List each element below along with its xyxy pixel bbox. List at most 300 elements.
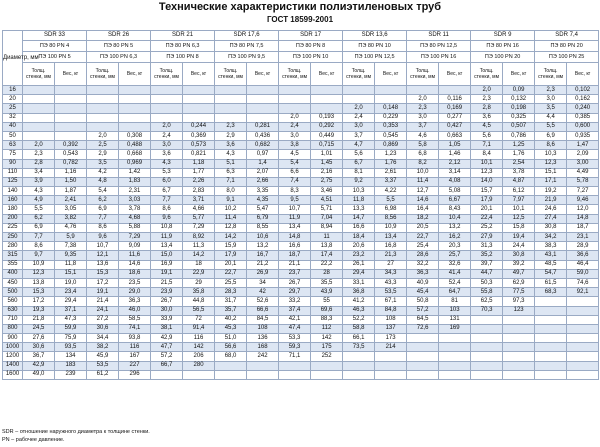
- value-cell: 33,2: [279, 297, 311, 306]
- value-cell: 61,2: [87, 370, 119, 379]
- value-cell: [407, 343, 439, 352]
- value-cell: 2,26: [183, 177, 215, 186]
- sdr-row: [3, 31, 599, 41]
- value-cell: 20,1: [215, 260, 247, 269]
- value-cell: 50,3: [471, 278, 503, 287]
- sdr-header: SDR 21: [151, 31, 215, 41]
- value-cell: 8,92: [183, 233, 215, 242]
- value-cell: 2,61: [375, 168, 407, 177]
- table-row: [3, 324, 599, 333]
- value-cell: 0,682: [247, 141, 279, 150]
- value-cell: [407, 334, 439, 343]
- value-cell: 23,1: [567, 233, 599, 242]
- value-cell: 3,9: [23, 177, 55, 186]
- value-cell: [183, 370, 215, 379]
- value-cell: 18,7: [567, 223, 599, 232]
- pe100-row: [3, 52, 599, 63]
- value-cell: 0,969: [119, 159, 151, 168]
- value-cell: [23, 113, 55, 122]
- value-cell: 1,16: [55, 168, 87, 177]
- sdr-header: SDR 17: [279, 31, 343, 41]
- table-row: [3, 334, 599, 343]
- value-cell: 242: [247, 352, 279, 361]
- value-cell: 3,6: [215, 141, 247, 150]
- value-cell: 2,0: [407, 95, 439, 104]
- value-cell: [439, 352, 471, 361]
- value-cell: 74,1: [119, 324, 151, 333]
- value-cell: 13,4: [375, 233, 407, 242]
- value-cell: 2,0: [23, 141, 55, 150]
- diameter-cell: 160: [3, 196, 23, 205]
- value-cell: 27,4: [535, 214, 567, 223]
- value-cell: 173: [375, 334, 407, 343]
- value-cell: 10,3: [343, 187, 375, 196]
- value-cell: 7,7: [87, 214, 119, 223]
- value-cell: 8,94: [311, 223, 343, 232]
- value-cell: 13,8: [23, 278, 55, 287]
- value-cell: 53,5: [375, 288, 407, 297]
- value-cell: 7,29: [119, 233, 151, 242]
- value-cell: 136: [247, 334, 279, 343]
- value-cell: 0,102: [567, 86, 599, 95]
- value-cell: 2,66: [247, 177, 279, 186]
- value-cell: 8,2: [407, 159, 439, 168]
- value-cell: 11,3: [183, 242, 215, 251]
- value-cell: 18,4: [343, 233, 375, 242]
- value-cell: 13,2: [247, 242, 279, 251]
- value-cell: 0,09: [503, 86, 535, 95]
- table-row: [3, 131, 599, 140]
- weight-header: Вес, кг: [375, 63, 407, 86]
- value-cell: 12,1: [87, 251, 119, 260]
- value-cell: 14,8: [279, 233, 311, 242]
- value-cell: 4,87: [503, 177, 535, 186]
- value-cell: [247, 113, 279, 122]
- value-cell: 10,6: [247, 233, 279, 242]
- value-cell: 13,2: [439, 223, 471, 232]
- value-cell: 2,4: [151, 131, 183, 140]
- value-cell: 4,49: [567, 168, 599, 177]
- value-cell: 58,8: [343, 324, 375, 333]
- value-cell: 33,9: [151, 315, 183, 324]
- value-cell: 11,9: [279, 214, 311, 223]
- sdr-header: SDR 7,4: [535, 31, 599, 41]
- value-cell: 56,6: [215, 343, 247, 352]
- value-cell: 25,2: [471, 223, 503, 232]
- value-cell: [55, 86, 87, 95]
- table-row: [3, 168, 599, 177]
- value-cell: 26,7: [279, 278, 311, 287]
- value-cell: [343, 86, 375, 95]
- value-cell: [567, 324, 599, 333]
- value-cell: [247, 370, 279, 379]
- value-cell: 11,8: [55, 260, 87, 269]
- value-cell: 97,3: [503, 297, 535, 306]
- thickness-header: Толщ. стенки, мм: [87, 63, 119, 86]
- value-cell: 49,0: [23, 370, 55, 379]
- value-cell: 5,77: [183, 214, 215, 223]
- value-cell: 18,2: [407, 214, 439, 223]
- diameter-cell: 450: [3, 278, 23, 287]
- value-cell: 11,4: [407, 177, 439, 186]
- value-cell: 175: [311, 343, 343, 352]
- value-cell: 26,9: [247, 269, 279, 278]
- value-cell: [503, 315, 535, 324]
- value-cell: 12,5: [503, 214, 535, 223]
- value-cell: [247, 86, 279, 95]
- value-cell: 0,488: [119, 141, 151, 150]
- value-cell: 6,2: [87, 196, 119, 205]
- value-cell: 4,7: [343, 141, 375, 150]
- value-cell: 0,277: [439, 113, 471, 122]
- value-cell: 3,71: [183, 196, 215, 205]
- value-cell: 10,0: [407, 168, 439, 177]
- value-cell: 7,1: [215, 177, 247, 186]
- value-cell: 10,8: [151, 223, 183, 232]
- value-cell: 13,4: [279, 223, 311, 232]
- value-cell: [407, 86, 439, 95]
- value-cell: [567, 370, 599, 379]
- value-cell: 0,116: [439, 95, 471, 104]
- value-cell: [503, 361, 535, 370]
- value-cell: 4,6: [407, 131, 439, 140]
- value-cell: 2,9: [87, 150, 119, 159]
- value-cell: [55, 104, 87, 113]
- value-cell: 9,35: [55, 251, 87, 260]
- value-cell: 24,1: [87, 306, 119, 315]
- value-cell: 2,83: [183, 187, 215, 196]
- value-cell: 47,3: [55, 315, 87, 324]
- value-cell: 48,5: [535, 260, 567, 269]
- value-cell: 142: [183, 343, 215, 352]
- value-cell: [247, 95, 279, 104]
- diameter-cell: 560: [3, 297, 23, 306]
- value-cell: 296: [119, 370, 151, 379]
- sdr-header: SDR 26: [87, 31, 151, 41]
- value-cell: 19,4: [503, 233, 535, 242]
- value-cell: 72: [183, 315, 215, 324]
- value-cell: 12,3: [535, 159, 567, 168]
- value-cell: 0,545: [375, 131, 407, 140]
- value-cell: 3,14: [439, 168, 471, 177]
- value-cell: [535, 334, 567, 343]
- value-cell: 4,08: [439, 177, 471, 186]
- value-cell: [535, 370, 567, 379]
- value-cell: 4,22: [375, 187, 407, 196]
- value-cell: 1,4: [247, 159, 279, 168]
- value-cell: 7,97: [503, 196, 535, 205]
- value-cell: [503, 343, 535, 352]
- value-cell: 10,3: [535, 150, 567, 159]
- value-cell: 0,353: [375, 122, 407, 131]
- value-cell: 41,4: [439, 269, 471, 278]
- value-cell: 6,0: [151, 177, 183, 186]
- value-cell: 1,18: [183, 159, 215, 168]
- value-cell: 1,46: [439, 150, 471, 159]
- value-cell: 3,8: [279, 141, 311, 150]
- diameter-cell: 800: [3, 324, 23, 333]
- value-cell: 0,292: [311, 122, 343, 131]
- value-cell: 36,7: [23, 352, 55, 361]
- value-cell: 64,7: [439, 288, 471, 297]
- value-cell: 0,281: [247, 122, 279, 131]
- weight-header: Вес, кг: [439, 63, 471, 86]
- table-row: [3, 343, 599, 352]
- value-cell: 66,7: [151, 361, 183, 370]
- value-cell: 6,2: [23, 214, 55, 223]
- value-cell: 2,41: [55, 196, 87, 205]
- value-cell: 1,87: [55, 187, 87, 196]
- value-cell: 35,2: [471, 251, 503, 260]
- value-cell: 8,55: [247, 223, 279, 232]
- table-row: [3, 150, 599, 159]
- value-cell: 4,68: [119, 214, 151, 223]
- value-cell: 6,79: [247, 214, 279, 223]
- value-cell: [247, 104, 279, 113]
- value-cell: 9,09: [119, 242, 151, 251]
- value-cell: 3,6: [151, 150, 183, 159]
- weight-header: Вес, кг: [183, 63, 215, 86]
- value-cell: 22,7: [407, 233, 439, 242]
- value-cell: 0,229: [375, 113, 407, 122]
- table-row: [3, 122, 599, 131]
- value-cell: 20,1: [471, 205, 503, 214]
- value-cell: 59,9: [55, 324, 87, 333]
- value-cell: 2,54: [503, 159, 535, 168]
- value-cell: [471, 370, 503, 379]
- note-pn: PN – рабочее давление.: [2, 437, 65, 443]
- standard-subtitle: ГОСТ 18599-2001: [266, 15, 334, 24]
- value-cell: 17,9: [215, 251, 247, 260]
- sdr-header: SDR 33: [23, 31, 87, 41]
- value-cell: 0,668: [119, 150, 151, 159]
- value-cell: 45,9: [87, 352, 119, 361]
- value-cell: [471, 324, 503, 333]
- value-cell: [375, 86, 407, 95]
- value-cell: 24,6: [535, 205, 567, 214]
- value-cell: 23,4: [55, 288, 87, 297]
- value-cell: [279, 95, 311, 104]
- value-cell: [215, 104, 247, 113]
- value-cell: 3,4: [23, 168, 55, 177]
- value-cell: 3,05: [55, 205, 87, 214]
- value-cell: 4,5: [471, 122, 503, 131]
- value-cell: 4,4: [535, 113, 567, 122]
- value-cell: 116: [119, 343, 151, 352]
- diameter-cell: 900: [3, 334, 23, 343]
- value-cell: 23,5: [119, 278, 151, 287]
- value-cell: [119, 113, 151, 122]
- value-cell: 0,573: [183, 141, 215, 150]
- value-cell: 28,6: [407, 251, 439, 260]
- value-cell: 214: [375, 343, 407, 352]
- value-cell: 91,4: [183, 324, 215, 333]
- value-cell: 3,0: [535, 95, 567, 104]
- note-sdr: SDR – отношение наружного диаметра к толщине стенки.: [2, 429, 150, 435]
- value-cell: 169: [439, 324, 471, 333]
- value-cell: 14,6: [407, 196, 439, 205]
- value-cell: [215, 370, 247, 379]
- value-cell: 19,2: [535, 187, 567, 196]
- value-cell: 0,308: [119, 131, 151, 140]
- value-cell: 4,9: [23, 196, 55, 205]
- value-cell: 10,1: [503, 205, 535, 214]
- value-cell: 8,6: [23, 242, 55, 251]
- value-cell: 43,1: [535, 251, 567, 260]
- value-cell: 31,3: [471, 242, 503, 251]
- diameter-cell: 32: [3, 113, 23, 122]
- value-cell: 21,3: [375, 251, 407, 260]
- value-cell: [567, 352, 599, 361]
- diameter-cell: 400: [3, 269, 23, 278]
- value-cell: 7,38: [55, 242, 87, 251]
- value-cell: 1,42: [119, 168, 151, 177]
- value-cell: 57,2: [151, 352, 183, 361]
- value-cell: 8,0: [215, 187, 247, 196]
- value-cell: 49,7: [503, 269, 535, 278]
- value-cell: 18: [183, 260, 215, 269]
- value-cell: 6,6: [279, 168, 311, 177]
- value-cell: 1,47: [567, 141, 599, 150]
- value-cell: [183, 86, 215, 95]
- value-cell: 0,385: [567, 113, 599, 122]
- value-cell: 53,5: [87, 361, 119, 370]
- value-cell: 6,9: [23, 223, 55, 232]
- value-cell: 2,4: [343, 113, 375, 122]
- value-cell: 5,47: [247, 205, 279, 214]
- value-cell: 28: [311, 269, 343, 278]
- value-cell: [535, 343, 567, 352]
- value-cell: 0,507: [503, 122, 535, 131]
- diameter-cell: 110: [3, 168, 23, 177]
- value-cell: 0,325: [503, 113, 535, 122]
- value-cell: 42,1: [279, 315, 311, 324]
- value-cell: 5,6: [471, 131, 503, 140]
- diameter-cell: 1200: [3, 352, 23, 361]
- value-cell: 0,240: [567, 104, 599, 113]
- value-cell: 6,3: [215, 168, 247, 177]
- value-cell: 61,5: [535, 278, 567, 287]
- value-cell: 52,6: [247, 297, 279, 306]
- value-cell: 112: [311, 324, 343, 333]
- diameter-header: Диаметр, мм: [3, 31, 23, 86]
- sdr-header: SDR 13,6: [343, 31, 407, 41]
- value-cell: 22,2: [311, 260, 343, 269]
- value-cell: 1,83: [119, 177, 151, 186]
- value-cell: 3,37: [375, 177, 407, 186]
- value-cell: 1,76: [503, 150, 535, 159]
- value-cell: 6,8: [407, 150, 439, 159]
- value-cell: [535, 324, 567, 333]
- value-cell: [119, 122, 151, 131]
- value-cell: 22,4: [471, 214, 503, 223]
- value-cell: 42,9: [151, 334, 183, 343]
- value-cell: 10,1: [471, 159, 503, 168]
- value-cell: 2,75: [311, 177, 343, 186]
- value-cell: 12,3: [23, 269, 55, 278]
- value-cell: 0,148: [375, 104, 407, 113]
- pe80-header: ПЭ 80 PN 16: [471, 41, 535, 52]
- value-cell: 32,6: [439, 260, 471, 269]
- value-cell: 84,8: [375, 306, 407, 315]
- value-cell: [119, 95, 151, 104]
- value-cell: [279, 370, 311, 379]
- value-cell: 7,04: [311, 214, 343, 223]
- diameter-cell: 315: [3, 251, 23, 260]
- value-cell: [343, 352, 375, 361]
- value-cell: 35,8: [183, 288, 215, 297]
- value-cell: 2,5: [87, 141, 119, 150]
- value-cell: 1,05: [439, 141, 471, 150]
- value-cell: 16,2: [439, 233, 471, 242]
- value-cell: 33,1: [343, 278, 375, 287]
- value-cell: 14,6: [119, 260, 151, 269]
- value-cell: 5,1: [215, 159, 247, 168]
- value-cell: 1,45: [311, 159, 343, 168]
- value-cell: 9,46: [567, 196, 599, 205]
- value-cell: 3,5: [535, 104, 567, 113]
- value-cell: 29: [183, 278, 215, 287]
- table-row: [3, 113, 599, 122]
- table-row: [3, 141, 599, 150]
- value-cell: 23,2: [343, 251, 375, 260]
- diameter-cell: 630: [3, 306, 23, 315]
- thickness-header: Толщ. стенки, мм: [343, 63, 375, 86]
- value-cell: [471, 361, 503, 370]
- value-cell: [535, 361, 567, 370]
- value-cell: 103: [439, 306, 471, 315]
- table-row: [3, 177, 599, 186]
- value-cell: 7,27: [567, 187, 599, 196]
- thickness-header: Толщ. стенки, мм: [23, 63, 55, 86]
- value-cell: 123: [503, 306, 535, 315]
- value-cell: 3,78: [503, 168, 535, 177]
- value-cell: 0,198: [503, 104, 535, 113]
- value-cell: [535, 306, 567, 315]
- diameter-cell: 355: [3, 260, 23, 269]
- value-cell: 2,4: [279, 122, 311, 131]
- value-cell: 5,71: [311, 205, 343, 214]
- value-cell: 35,7: [215, 306, 247, 315]
- diameter-cell: 40: [3, 122, 23, 131]
- value-cell: 5,4: [279, 159, 311, 168]
- thickness-header: Толщ. стенки, мм: [407, 63, 439, 86]
- value-cell: 23,9: [151, 288, 183, 297]
- table-row: [3, 269, 599, 278]
- value-cell: 0,869: [375, 141, 407, 150]
- sdr-header: SDR 9: [471, 31, 535, 41]
- value-cell: 55,8: [471, 288, 503, 297]
- value-cell: 14,8: [567, 214, 599, 223]
- value-cell: 13,8: [311, 242, 343, 251]
- value-cell: [279, 86, 311, 95]
- value-cell: 7,1: [471, 141, 503, 150]
- value-cell: 23,7: [279, 269, 311, 278]
- value-cell: 3,0: [151, 141, 183, 150]
- value-cell: [375, 95, 407, 104]
- value-cell: 2,0: [87, 131, 119, 140]
- sdr-header: SDR 17,6: [215, 31, 279, 41]
- pe100-header: ПЭ 100 PN 16: [407, 52, 471, 63]
- value-cell: 15,7: [471, 187, 503, 196]
- value-cell: 22,7: [215, 269, 247, 278]
- value-cell: 21,2: [247, 260, 279, 269]
- weight-header: Вес, кг: [247, 63, 279, 86]
- value-cell: 74,6: [567, 278, 599, 287]
- value-cell: [23, 122, 55, 131]
- thickness-header: Толщ. стенки, мм: [215, 63, 247, 86]
- value-cell: [23, 104, 55, 113]
